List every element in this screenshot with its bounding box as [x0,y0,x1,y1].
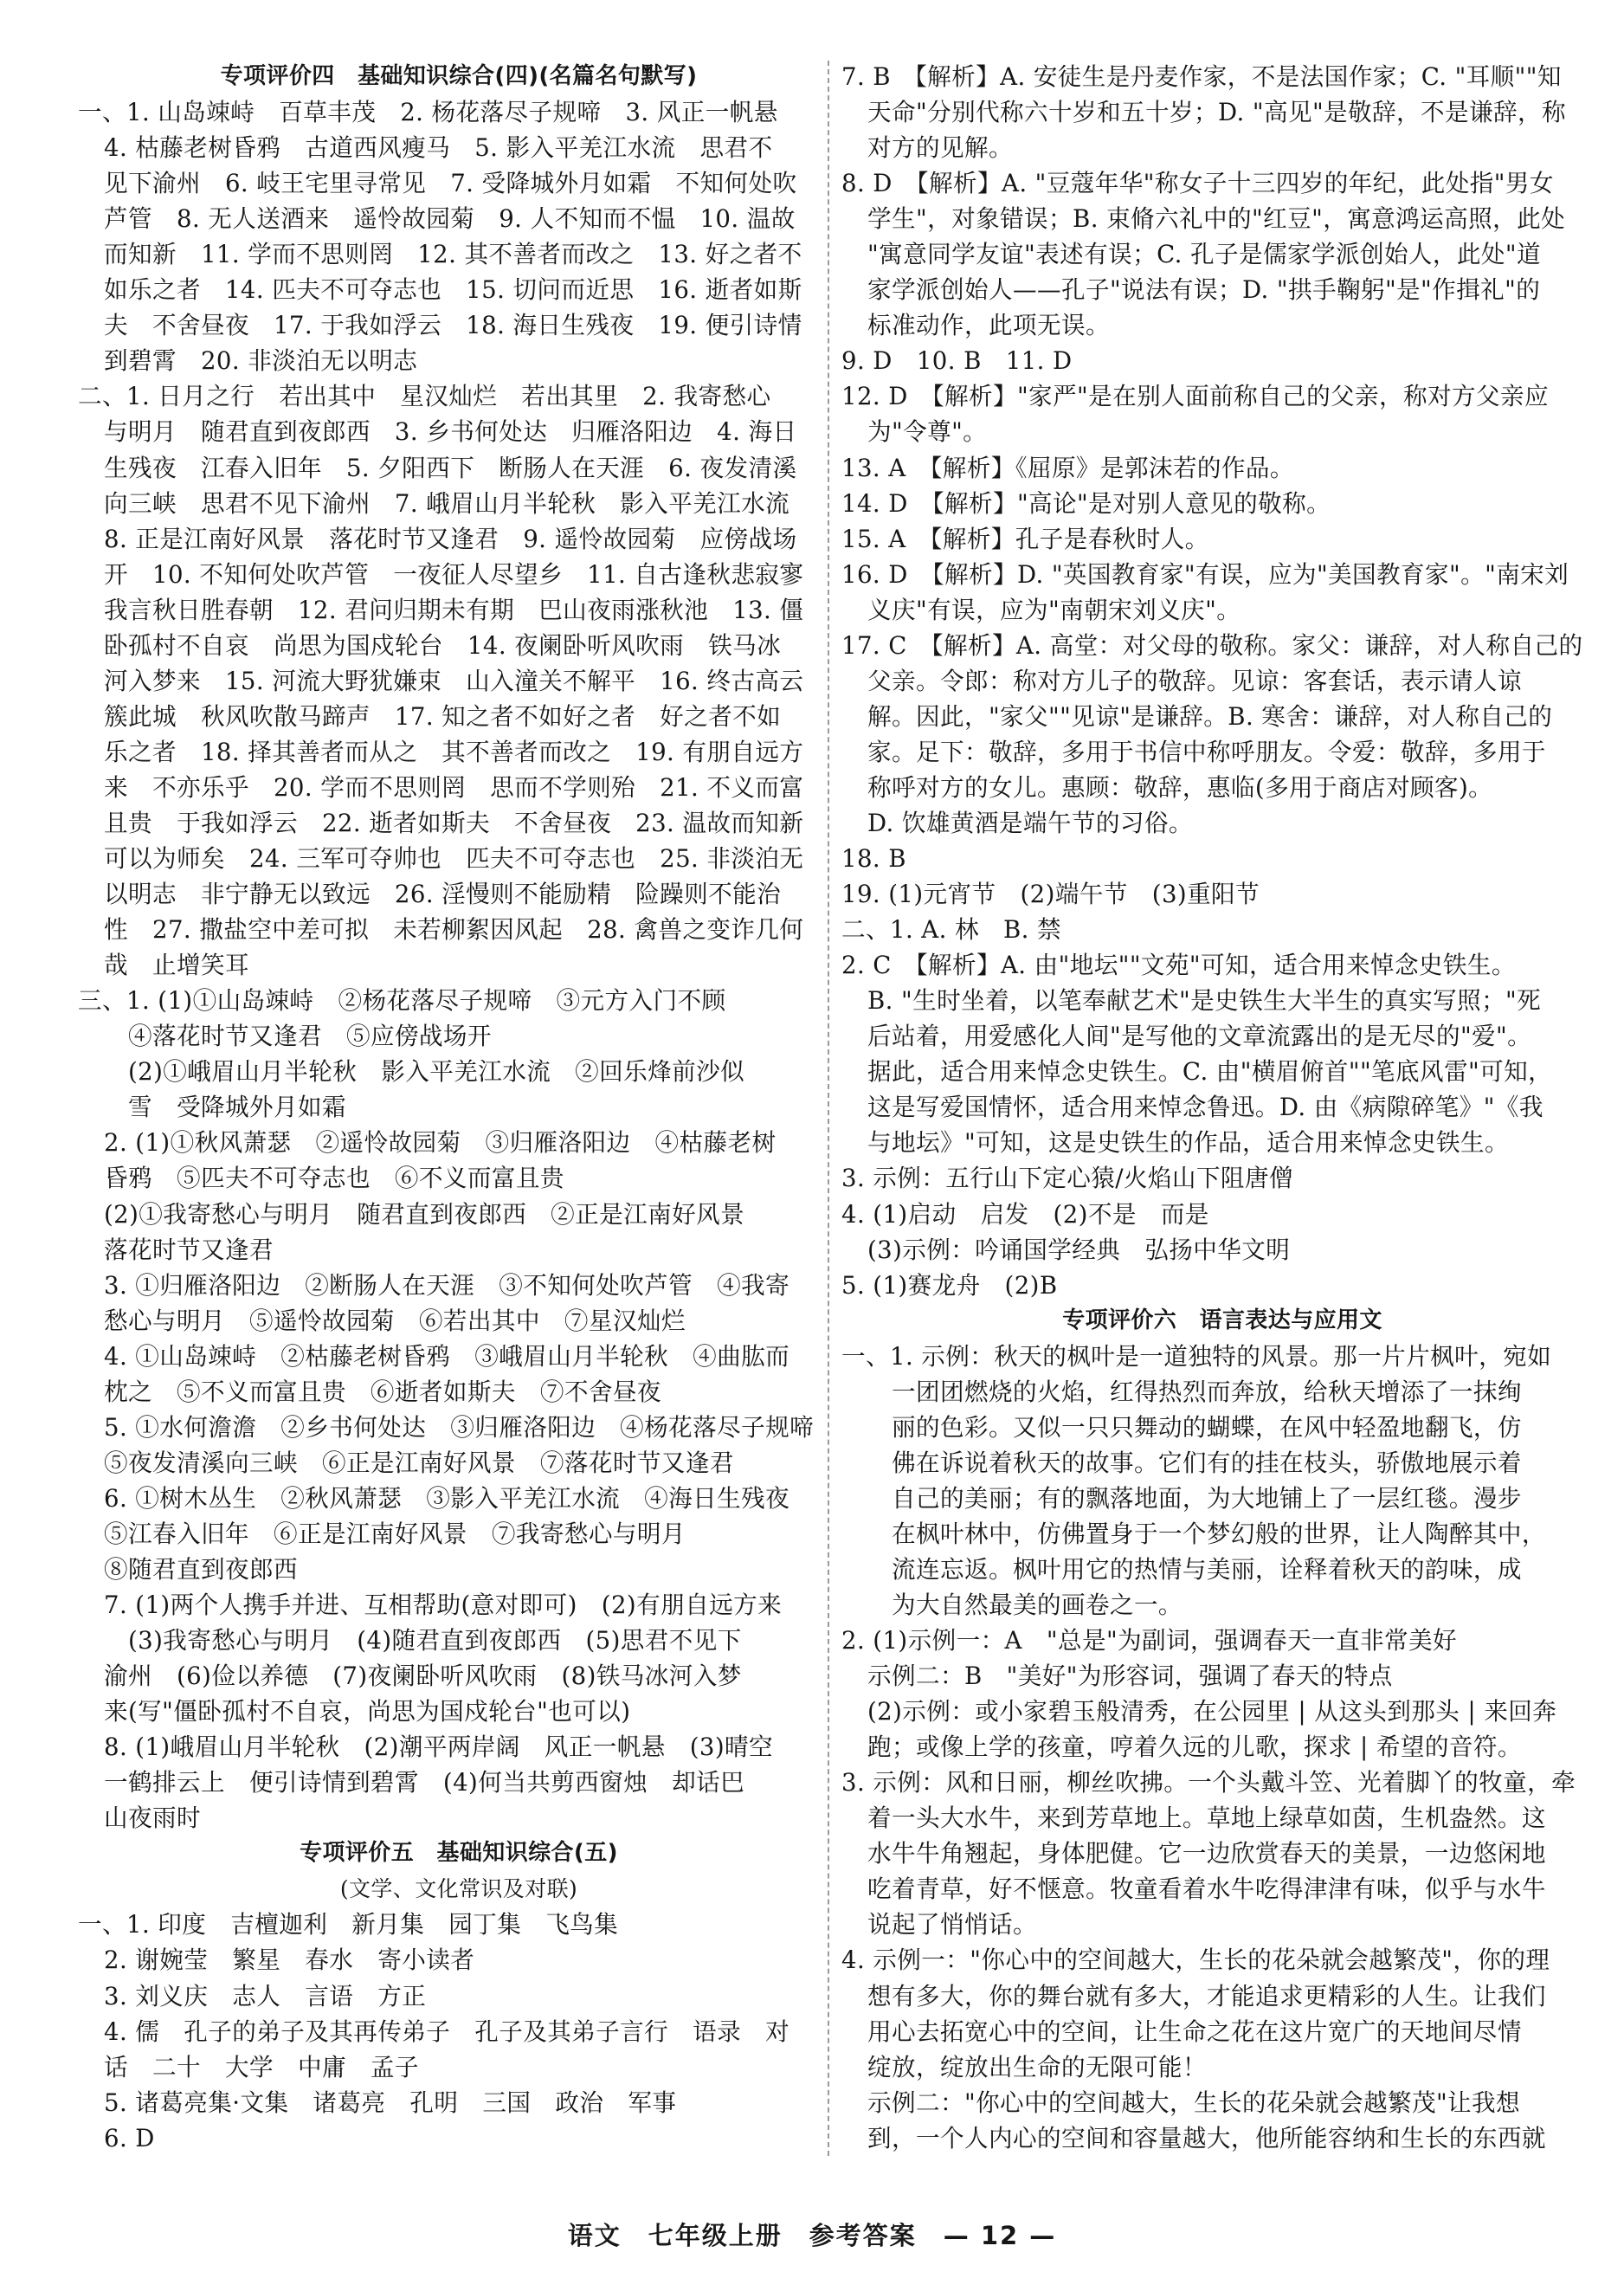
answer-line: 以明志 非宁静无以致远 26. 淫慢则不能励精 险躁则不能治 [104,880,782,909]
answer-line: 这是写爱国情怀，适合用来悼念鲁迅。D. 由《病隙碎笔》"《我 [867,1093,1543,1122]
answer-line: ⑧随君直到夜郎西 [104,1554,298,1584]
answer-line: 标准动作，此项无误。 [867,311,1110,340]
answer-line: 山夜雨时 [104,1804,201,1833]
answer-line: 跑；或像上学的孩童，哼着久远的儿歌，探求 | 希望的音符。 [867,1733,1522,1762]
answer-line: 与明月 随君直到夜郎西 3. 乡书何处达 归雁洛阳边 4. 海日 [104,417,797,447]
right-column [841,59,1603,2156]
answer-line: 3. ①归雁洛阳边 ②断肠人在天涯 ③不知何处吹芦管 ④我寄 [104,1270,790,1300]
answer-line: 枕之 ⑤不义而富且贵 ⑥逝者如斯夫 ⑦不舍昼夜 [104,1377,661,1406]
answer-line: 二、1. A. 林 B. 禁 [841,915,1061,945]
answer-line: 4. 枯藤老树昏鸦 古道西风瘦马 5. 影入平羌江水流 思君不 [104,133,773,163]
answer-line: 自己的美丽；有的飘落地面，为大地铺上了一层红毯。漫步 [892,1483,1522,1513]
answer-line: 家学派创始人——孔子"说法有误；D. "拱手鞠躬"是"作揖礼"的 [867,275,1541,305]
answer-line: 6. D [104,2123,155,2152]
page-footer: 语文 七年级上册 参考答案 — 12 — [567,2221,1057,2250]
section-title: 专项评价四 基础知识综合(四)(名篇名句默写) [220,63,698,89]
answer-line: 13. A 【解析】《屈原》是郭沫若的作品。 [841,453,1294,482]
answer-line: 8. 正是江南好风景 落花时节又逢君 9. 遥怜故园菊 应傍战场 [104,524,797,553]
answer-line: D. 饮雄黄酒是端午节的习俗。 [867,808,1193,837]
answer-line: 16. D 【解析】D. "英国教育家"有误，应为"美国教育家"。"南宋刘 [841,559,1569,589]
answer-line: (2)①峨眉山月半轮秋 影入平羌江水流 ②回乐烽前沙似 [128,1057,745,1087]
answer-line: (2)示例：或小家碧玉般清秀，在公园里 | 从这头到那头 | 来回奔 [867,1697,1557,1726]
answer-line: 父亲。令郎：称对方儿子的敬辞。见谅：客套话，表示请人谅 [867,666,1522,695]
answer-line: 6. ①树木丛生 ②秋风萧瑟 ③影入平羌江水流 ④海日生残夜 [104,1483,790,1513]
answer-line: 渝州 (6)俭以养德 (7)夜阑卧听风吹雨 (8)铁马冰河入梦 [104,1662,742,1691]
answer-line: 来(写"僵卧孤村不自哀，尚思为国戍轮台"也可以) [104,1697,631,1726]
answer-line: 一团团燃烧的火焰，红得热烈而奔放，给秋天增添了一抹绚 [892,1377,1522,1406]
answer-line: 卧孤村不自哀 尚思为国戍轮台 14. 夜阑卧听风吹雨 铁马冰 [104,630,782,660]
answer-line: 据此，适合用来悼念史铁生。C. 由"横眉俯首""笔底风雷"可知， [867,1057,1553,1087]
answer-line: 生残夜 江春入旧年 5. 夕阳西下 断肠人在天涯 6. 夜发清溪 [104,453,797,482]
answer-line: 与地坛》"可知，这是史铁生的作品，适合用来悼念史铁生。 [867,1128,1509,1158]
answer-line: 愁心与明月 ⑤遥怜故园菊 ⑥若出其中 ⑦星汉灿烂 [104,1306,686,1335]
answer-line: 4. 儒 孔子的弟子及其再传弟子 孔子及其弟子言行 语录 对 [104,2017,790,2046]
answer-line: 为大自然最美的画卷之一。 [892,1591,1183,1620]
answer-line: 着一头大水牛，来到芳草地上。草地上绿草如茵，生机盎然。这 [867,1804,1546,1833]
answer-line: 芦管 8. 无人送酒来 遥怜故园菊 9. 人不知而不愠 10. 温故 [104,204,796,234]
answer-line: 后站着，用爱感化人间"是写他的文章流露出的是无尽的"爱"。 [867,1022,1532,1051]
answer-line: 落花时节又逢君 [104,1235,274,1264]
answer-line: 义庆"有误，应为"南朝宋刘义庆"。 [867,595,1241,624]
answer-line: 学生"，对象错误；B. 束脩六礼中的"红豆"，寓意鸿运高照，此处 [867,204,1566,234]
answer-line: 4. 示例一："你心中的空间越大，生长的花朵就会越繁茂"，你的理 [841,1946,1550,1975]
answer-line: 佛在诉说着秋天的故事。它们有的挂在枝头，骄傲地展示着 [892,1448,1522,1477]
answer-line: 家。足下：敬辞，多用于书信中称呼朋友。令爱：敬辞，多用于 [867,737,1546,766]
answer-line: 示例二：B "美好"为形容词，强调了春天的特点 [867,1662,1393,1691]
answer-line: 可以为师矣 24. 三军可夺帅也 匹夫不可夺志也 25. 非淡泊无 [104,844,804,874]
answer-line: 5. ①水何澹澹 ②乡书何处达 ③归雁洛阳边 ④杨花落尽子规啼 [104,1412,815,1442]
answer-line: ④落花时节又逢君 ⑤应傍战场开 [128,1022,492,1051]
answer-line: 4. ①山岛竦峙 ②枯藤老树昏鸦 ③峨眉山月半轮秋 ④曲肱而 [104,1341,790,1371]
answer-line: 9. D 10. B 11. D [841,346,1073,376]
answer-line: 称呼对方的女儿。惠顾：敬辞，惠临(多用于商店对顾客)。 [867,772,1493,802]
answer-line: 在枫叶林中，仿佛置身于一个梦幻般的世界，让人陶醉其中， [892,1519,1546,1548]
answer-line: 3. 刘义庆 志人 言语 方正 [104,1981,427,2010]
answer-line: 天命"分别代称六十岁和五十岁；D. "高见"是敬辞，不是谦辞，称 [867,98,1566,127]
answer-line: B. "生时坐着，以笔奉献艺术"是史铁生大半生的真实写照；"死 [867,986,1542,1016]
answer-line: 丽的色彩。又似一只只舞动的蝴蝶，在风中轻盈地翻飞，仿 [892,1412,1522,1442]
answer-line: 示例二："你心中的空间越大，生长的花朵就会越繁茂"让我想 [867,2088,1521,2117]
answer-line: 三、1. (1)①山岛竦峙 ②杨花落尽子规啼 ③元方入门不顾 [78,986,726,1016]
answer-line: 二、1. 日月之行 若出其中 星汉灿烂 若出其里 2. 我寄愁心 [78,382,771,411]
answer-line: 夫 不舍昼夜 17. 于我如浮云 18. 海日生残夜 19. 便引诗情 [104,311,802,340]
answer-line: 向三峡 思君不见下渝州 7. 峨眉山月半轮秋 影入平羌江水流 [104,488,790,518]
section-title: 专项评价六 语言表达与应用文 [1062,1307,1382,1333]
answer-line: 8. (1)峨眉山月半轮秋 (2)潮平两岸阔 风正一帆悬 (3)晴空 [104,1733,774,1762]
answer-line: 2. 谢婉莹 繁星 春水 寄小读者 [104,1946,475,1975]
answer-line: 14. D 【解析】"高论"是对别人意见的敬称。 [841,488,1331,518]
answer-line: 流连忘返。枫叶用它的热情与美丽，诠释着秋天的韵味，成 [892,1554,1522,1584]
answer-line: 2. (1)①秋风萧瑟 ②遥怜故园菊 ③归雁洛阳边 ④枯藤老树 [104,1128,777,1158]
answer-line: 对方的见解。 [867,133,1013,163]
column-divider [828,61,829,2156]
answer-line: 7. B 【解析】A. 安徒生是丹麦作家，不是法国作家；C. "耳顺""知 [841,62,1562,91]
answer-line: (3)示例：吟诵国学经典 弘扬中华文明 [867,1235,1291,1264]
answer-line: "寓意同学友谊"表述有误；C. 孔子是儒家学派创始人，此处"道 [867,240,1541,269]
answer-line: 如乐之者 14. 匹夫不可夺志也 15. 切问而近思 16. 逝者如斯 [104,275,802,305]
answer-line: 性 27. 撒盐空中差可拟 未若柳絮因风起 28. 禽兽之变诈几何 [104,915,804,945]
answer-line: ⑤江春入旧年 ⑥正是江南好风景 ⑦我寄愁心与明月 [104,1519,686,1548]
answer-line: 为"令尊"。 [867,417,988,447]
answer-line: 8. D 【解析】A. "豆蔻年华"称女子十三四岁的年纪，此处指"男女 [841,169,1554,198]
answer-line: 一、1. 印度 吉檀迦利 新月集 园丁集 飞鸟集 [78,1910,619,1939]
answer-line: 19. (1)元宵节 (2)端午节 (3)重阳节 [841,880,1260,909]
answer-line: 哉 止增笑耳 [104,951,249,980]
section-title: 专项评价五 基础知识综合(五) [300,1840,618,1867]
answer-line: 7. (1)两个人携手并进、互相帮助(意对即可) (2)有朋自远方来 [104,1591,783,1620]
answer-line: 2. (1)示例一：A "总是"为副词，强调春天一直非常美好 [841,1626,1457,1655]
answer-line: 雪 受降城外月如霜 [128,1093,346,1122]
answer-line: 水牛牛角翘起，身体肥健。它一边欣赏春天的美景，一边悠闲地 [867,1839,1546,1868]
answer-line: 2. C 【解析】A. 由"地坛""文苑"可知，适合用来悼念史铁生。 [841,951,1516,980]
answer-line: 吃着青草，好不惬意。牧童看着水牛吃得津津有味，似乎与水牛 [867,1875,1546,1904]
answer-line: 说起了悄悄话。 [867,1910,1037,1939]
answer-line: 乐之者 18. 择其善者而从之 其不善者而改之 19. 有朋自远方 [104,737,804,766]
answer-line: 开 10. 不知何处吹芦管 一夜征人尽望乡 11. 自古逢秋悲寂寥 [104,559,804,589]
answer-line: 18. B [841,844,906,874]
answer-line: 5. 诸葛亮集·文集 诸葛亮 孔明 三国 政治 军事 [104,2088,677,2117]
answer-line: 到碧霄 20. 非淡泊无以明志 [104,346,418,376]
answer-line: 3. 示例：五行山下定心猿/火焰山下阻唐僧 [841,1164,1293,1193]
answer-line: 12. D 【解析】"家严"是在别人面前称自己的父亲，称对方父亲应 [841,382,1550,411]
answer-line: 用心去拓宽心中的空间，让生命之花在这片宽广的天地间尽情 [867,2017,1522,2046]
answer-line: 5. (1)赛龙舟 (2)B [841,1270,1058,1300]
answer-line: ⑤夜发清溪向三峡 ⑥正是江南好风景 ⑦落花时节又逢君 [104,1448,734,1477]
answer-line: 绽放，绽放出生命的无限可能！ [867,2052,1207,2081]
answer-line: 来 不亦乐乎 20. 学而不思则罔 思而不学则殆 21. 不义而富 [104,772,804,802]
answer-line: 而知新 11. 学而不思则罔 12. 其不善者而改之 13. 好之者不 [104,240,802,269]
answer-line: 17. C 【解析】A. 高堂：对父母的敬称。家父：谦辞，对人称自己的 [841,630,1583,660]
answer-line: 且贵 于我如浮云 22. 逝者如斯夫 不舍昼夜 23. 温故而知新 [104,808,804,837]
section-subtitle: (文学、文化常识及对联) [339,1876,578,1902]
answer-line: 我言秋日胜春朝 12. 君问归期未有期 巴山夜雨涨秋池 13. 僵 [104,595,804,624]
answer-line: 到，一个人内心的空间和容量越大，他所能容纳和生长的东西就 [867,2123,1546,2152]
answer-line: 一、1. 山岛竦峙 百草丰茂 2. 杨花落尽子规啼 3. 风正一帆悬 [78,98,778,127]
answer-line: 河入梦来 15. 河流大野犹嫌束 山入潼关不解平 16. 终古高云 [104,666,804,695]
answer-line: (3)我寄愁心与明月 (4)随君直到夜郎西 (5)思君不见下 [128,1626,742,1655]
answer-line: 解。因此，"家父""见谅"是谦辞。B. 寒舍：谦辞，对人称自己的 [867,701,1553,731]
answer-line: 一、1. 示例：秋天的枫叶是一道独特的风景。那一片片枫叶，宛如 [841,1341,1552,1371]
answer-line: 15. A 【解析】孔子是春秋时人。 [841,524,1209,553]
answer-line: 簇此城 秋风吹散马蹄声 17. 知之者不如好之者 好之者不如 [104,701,782,731]
answer-line: 见下渝州 6. 岐王宅里寻常见 7. 受降城外月如霜 不知何处吹 [104,169,797,198]
answer-line: 话 二十 大学 中庸 孟子 [104,2052,419,2081]
left-column [78,59,840,2156]
answer-line: 4. (1)启动 启发 (2)不是 而是 [841,1199,1209,1229]
answer-line: 3. 示例：风和日丽，柳丝吹拂。一个头戴斗笠、光着脚丫的牧童，牵 [841,1768,1576,1797]
answer-line: (2)①我寄愁心与明月 随君直到夜郎西 ②正是江南好风景 [104,1199,745,1229]
answer-line: 想有多大，你的舞台就有多大，才能追求更精彩的人生。让我们 [867,1981,1546,2010]
answer-line: 昏鸦 ⑤匹夫不可夺志也 ⑥不义而富且贵 [104,1164,564,1193]
answer-line: 一鹤排云上 便引诗情到碧霄 (4)何当共剪西窗烛 却话巴 [104,1768,745,1797]
